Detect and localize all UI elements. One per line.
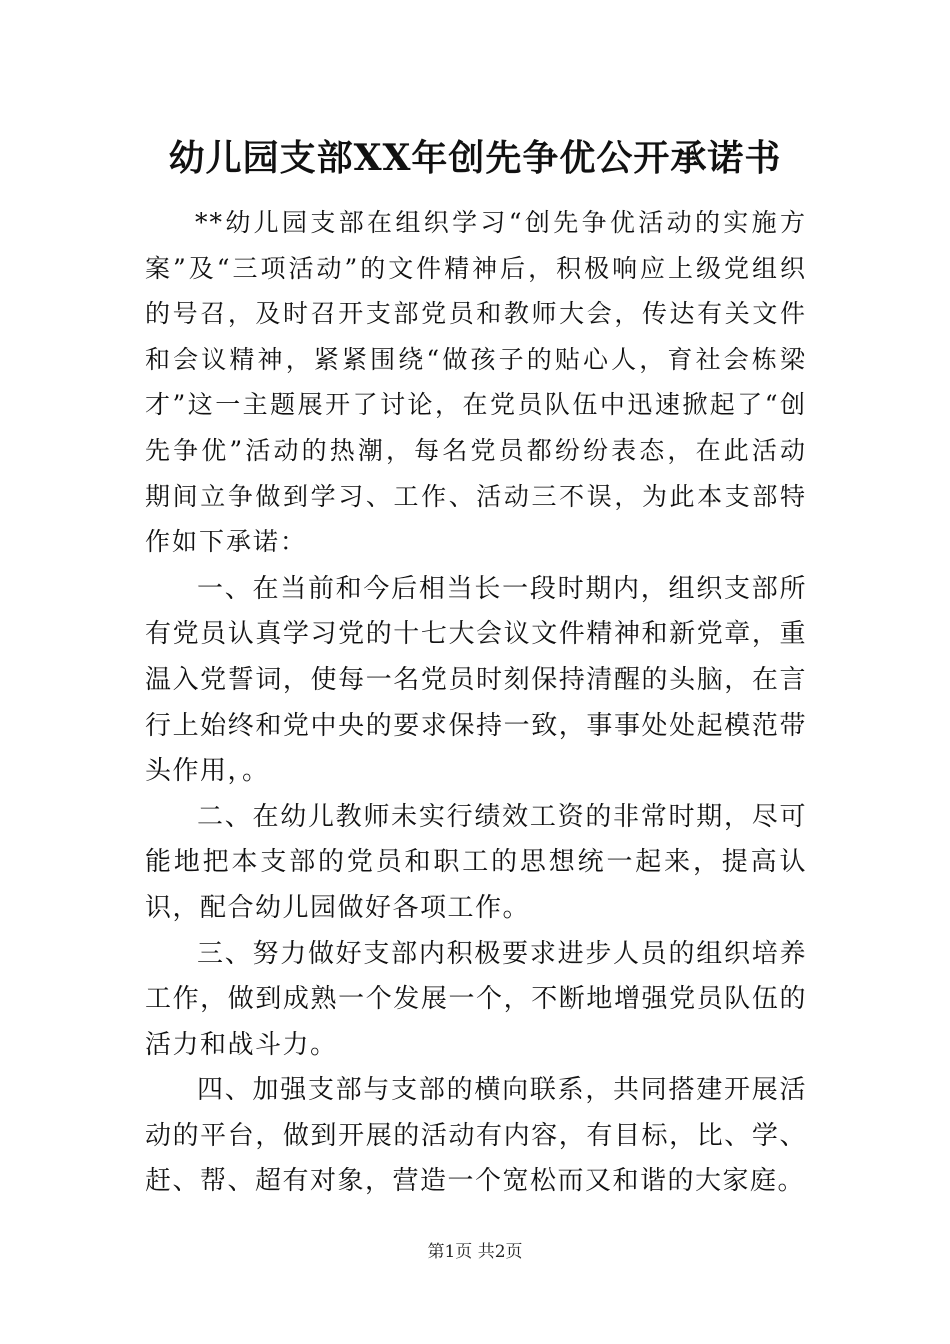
commitment-item-3: 三、努力做好支部内积极要求进步人员的组织培养工作，做到成熟一个发展一个，不断地增强党员队伍的活力和战斗力。 xyxy=(145,938,807,1060)
commitment-item-2: 二、在幼儿教师未实行绩效工资的非常时期，尽可能地把本支部的党员和职工的思想统一起来，提高认识，配合幼儿园做好各项工作。 xyxy=(145,801,807,923)
commitment-item-1: 一、在当前和今后相当长一段时期内，组织支部所有党员认真学习党的十七大会议文件精神和新党章，重温入党誓词，使每一名党员时刻保持清醒的头脑，在言行上始终和党中央的要求保持一致，事事处处起模范带头作用，。 xyxy=(145,573,807,787)
intro-paragraph: **幼儿园支部在组织学习“创先争优活动的实施方案”及“三项活动”的文件精神后，积极响应上级党组织的号召，及时召开支部党员和教师大会，传达有关文件和会议精神，紧紧围绕“做孩子的贴心人，育社会栋梁才”这一主题展开了讨论，在党员队伍中迅速掀起了“创先争优”活动的热潮，每名党员都纷纷表态，在此活动期间立争做到学习、工作、活动三不误，为此本支部特作如下承诺： xyxy=(145,208,807,557)
page-number-footer: 第1页 共2页 xyxy=(427,1242,523,1262)
commitment-item-4: 四、加强支部与支部的横向联系，共同搭建开展活动的平台，做到开展的活动有内容，有目标，比、学、赶、帮、超有对象，营造一个宽松而又和谐的大家庭。 xyxy=(145,1075,807,1197)
document-title: 幼儿园支部XX年创先争优公开承诺书 xyxy=(168,137,782,179)
document-body xyxy=(145,200,807,1205)
